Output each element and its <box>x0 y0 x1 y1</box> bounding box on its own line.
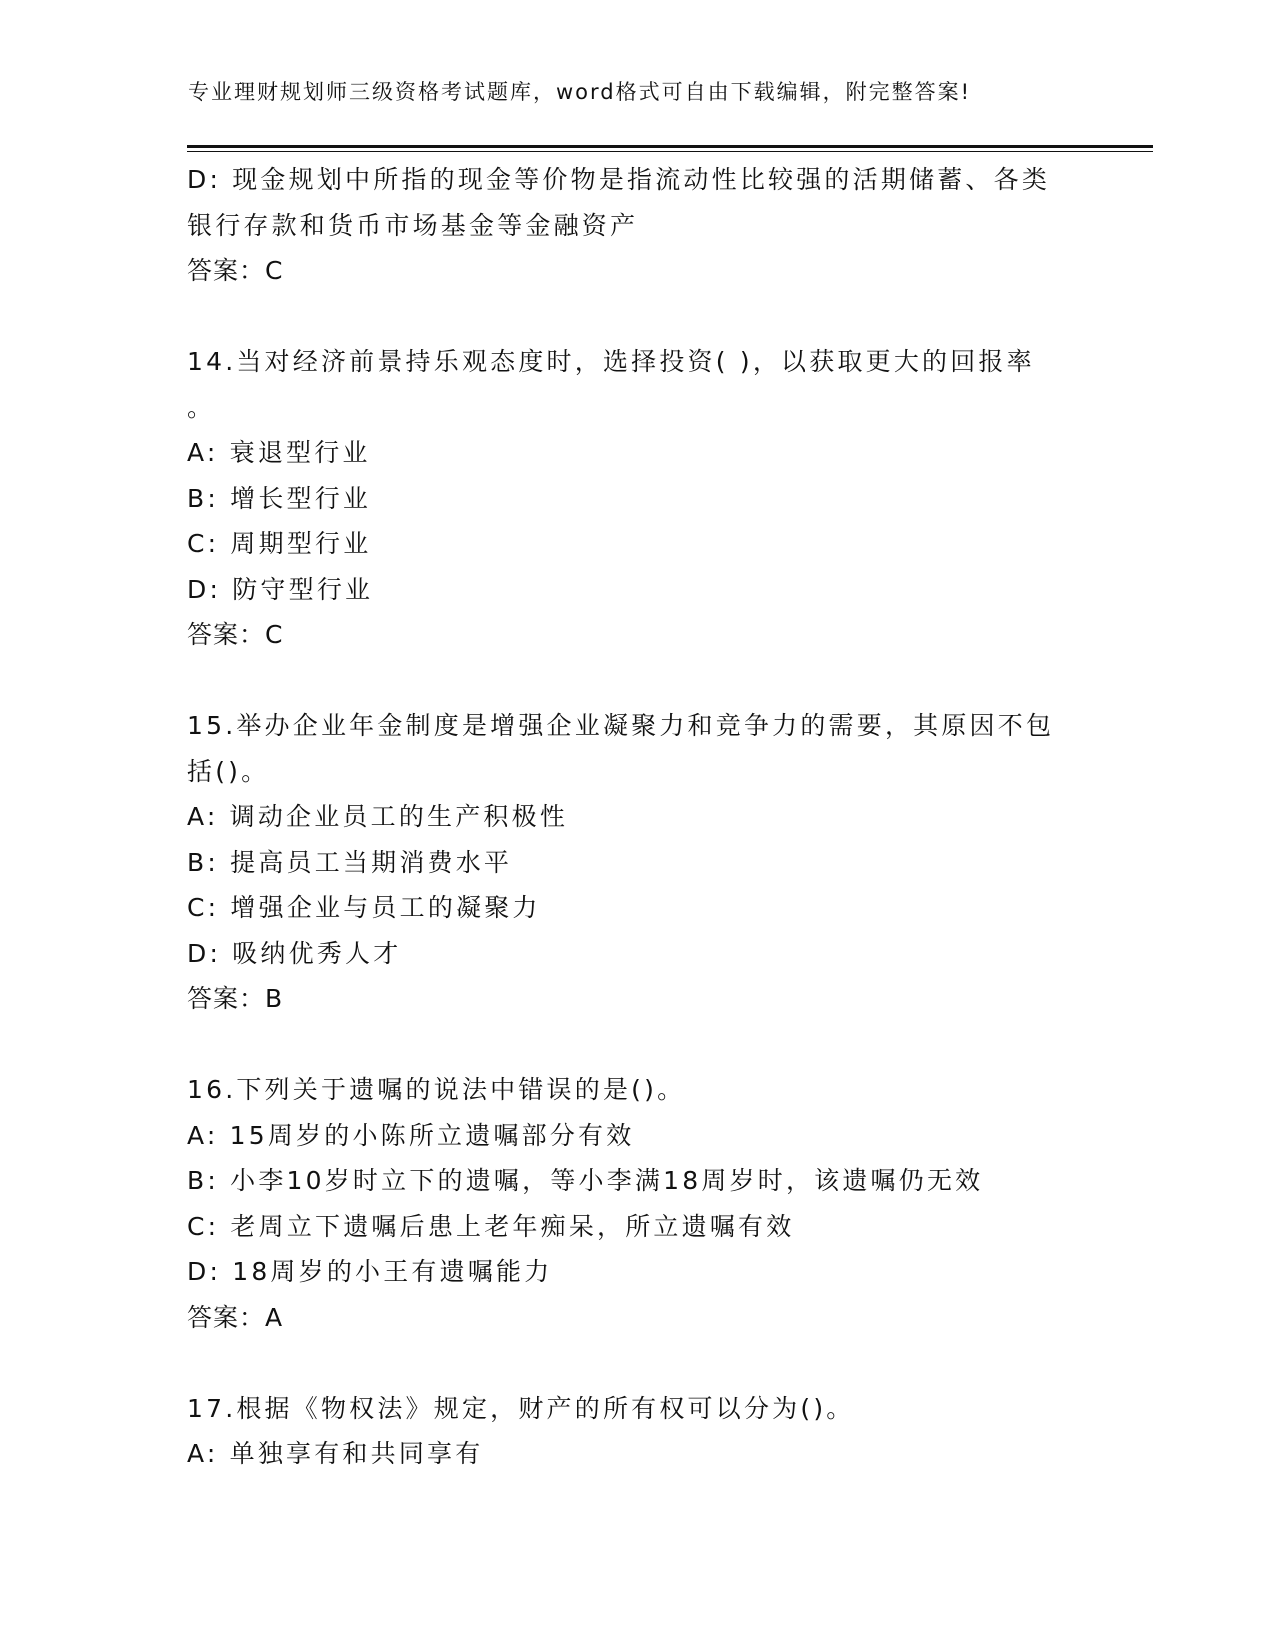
question-15-stem: 15.举办企业年金制度是增强企业凝聚力和竞争力的需要，其原因不包 <box>187 711 1055 740</box>
question-15-answer: 答案：B <box>187 984 284 1013</box>
question-15-option-c: C: 增强企业与员工的凝聚力 <box>187 893 541 922</box>
question-15-option-d: D: 吸纳优秀人才 <box>187 938 402 968</box>
option-d-line-1: D: 现金规划中所指的现金等价物是指流动性比较强的活期储蓄、各类 <box>187 165 1051 194</box>
question-15-option-b: B: 提高员工当期消费水平 <box>187 847 513 877</box>
question-17-stem: 17.根据《物权法》规定，财产的所有权可以分为()。 <box>187 1393 855 1423</box>
spacer <box>187 658 1087 704</box>
question-14-option-a: A: 衰退型行业 <box>187 438 371 467</box>
header-rule-thin <box>187 151 1153 152</box>
question-15-option-a: A: 调动企业员工的生产积极性 <box>187 802 569 831</box>
answer-line: 答案：C <box>187 256 284 285</box>
question-16-option-b: B: 小李10岁时立下的遗嘱，等小李满18周岁时，该遗嘱仍无效 <box>187 1166 984 1195</box>
question-14-stem: 14.当对经济前景持乐观态度时，选择投资( )，以获取更大的回报率 <box>187 347 1035 376</box>
page-header: 专业理财规划师三级资格考试题库，word格式可自由下载编辑，附完整答案! <box>188 80 972 104</box>
question-14-stem-cont: 。 <box>187 392 216 422</box>
question-14-answer: 答案：C <box>187 620 284 649</box>
question-14-option-b: B: 增长型行业 <box>187 483 372 513</box>
question-14-option-d: D: 防守型行业 <box>187 574 374 604</box>
question-14-option-c: C: 周期型行业 <box>187 529 372 558</box>
option-d-line-2: 银行存款和货币市场基金等金融资产 <box>187 210 639 240</box>
question-17-option-a: A: 单独享有和共同享有 <box>187 1439 484 1468</box>
question-16-stem: 16.下列关于遗嘱的说法中错误的是()。 <box>187 1075 686 1104</box>
spacer <box>187 1022 1087 1068</box>
question-16-option-d: D: 18周岁的小王有遗嘱能力 <box>187 1257 553 1286</box>
spacer <box>187 1340 1087 1386</box>
spacer <box>187 294 1087 340</box>
question-16-option-c: C: 老周立下遗嘱后患上老年痴呆，所立遗嘱有效 <box>187 1211 795 1241</box>
question-content <box>187 157 1087 1477</box>
question-16-answer: 答案：A <box>187 1302 284 1332</box>
question-15-stem-cont: 括()。 <box>187 756 270 786</box>
header-rule-thick <box>187 145 1153 148</box>
question-16-option-a: A: 15周岁的小陈所立遗嘱部分有效 <box>187 1120 635 1150</box>
